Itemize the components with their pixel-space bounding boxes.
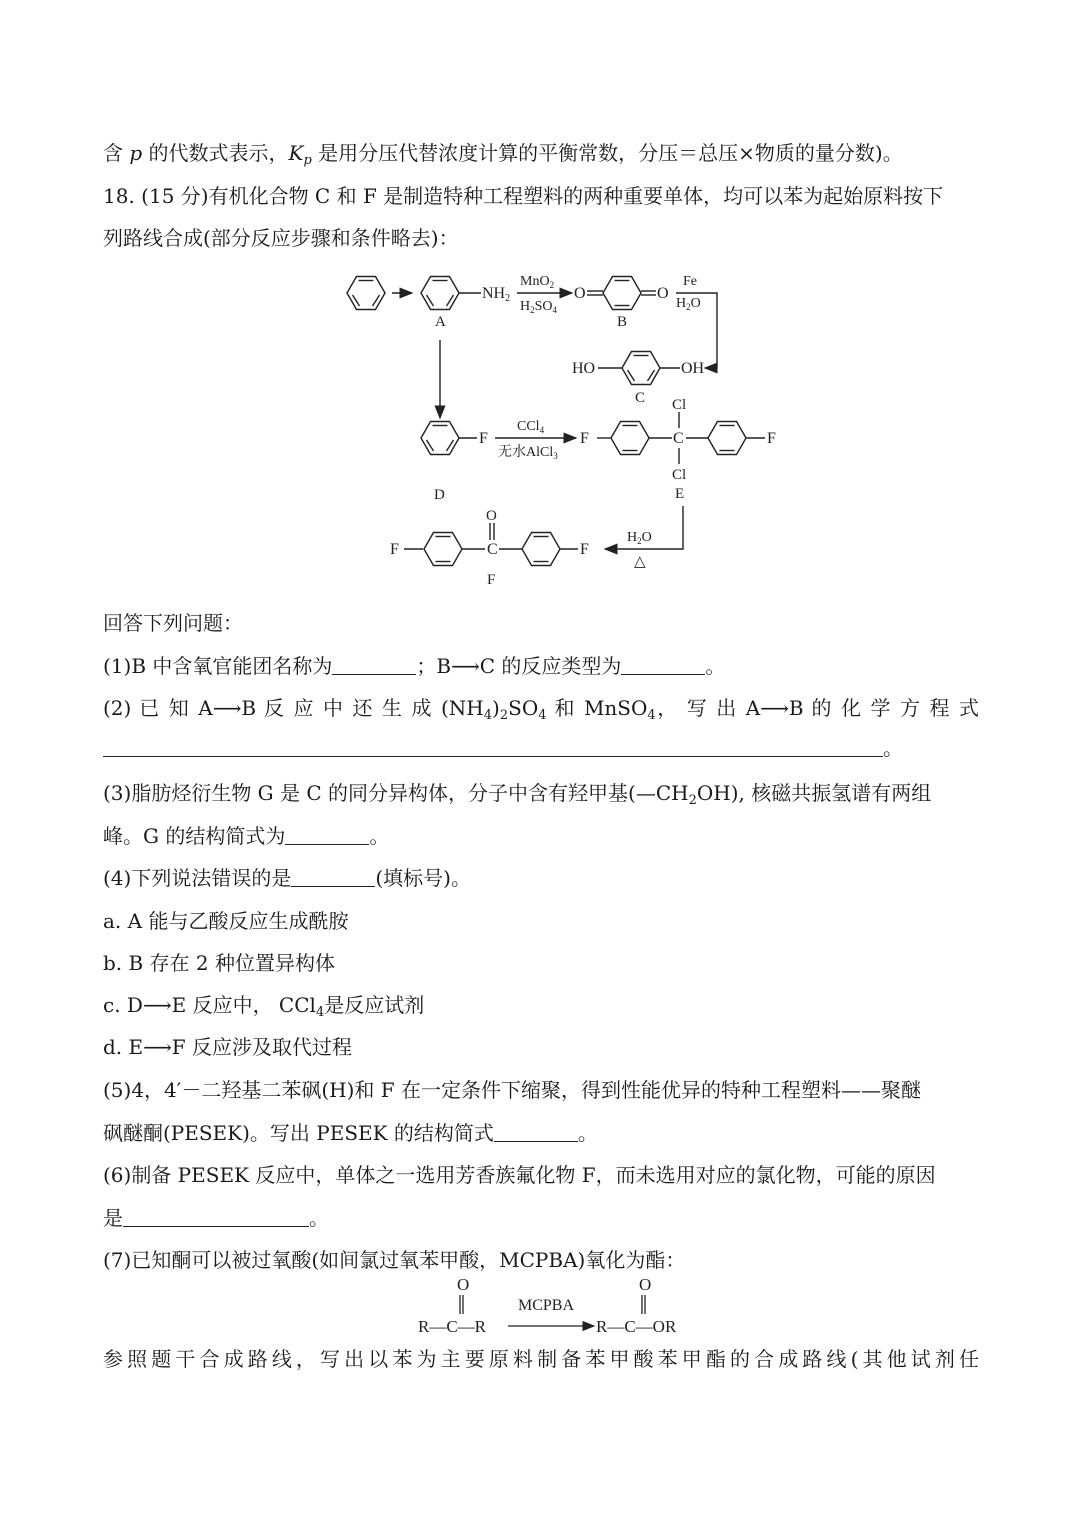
svg-text:F: F: [767, 430, 776, 447]
svg-text:O: O: [574, 285, 586, 302]
answer-blank-2[interactable]: [103, 738, 883, 757]
hydroquinone-ring: [622, 352, 660, 385]
synthesis-scheme: [0, 0, 1080, 600]
svg-text:C: C: [487, 541, 498, 558]
quinone-ring: [603, 277, 641, 310]
question-3-line1: (3)脂肪烃衍生物 G 是 C 的同分异构体，分子中含有羟甲基$(—CH_2OH)$, 核磁共振氢谱有两组: [103, 781, 932, 808]
question-18-line1: 18. (15 分)有机化合物 C 和 F 是制造特种工程塑料的两种重要单体，均可以苯为起始原料按下: [103, 184, 944, 208]
svg-text:MnO2: MnO$_2$: [520, 274, 555, 290]
svg-text:O: O: [486, 508, 497, 524]
question-5-line1: (5)4，4′－二羟基二苯砜(H)和 F 在一定条件下缩聚，得到性能优异的特种工程塑料——聚醚: [103, 1078, 921, 1102]
question-2-answer: 。: [103, 734, 903, 762]
svg-text:H2SO4: $H_2SO_4$: [520, 299, 558, 315]
svg-text:B: B: [617, 314, 628, 330]
answer-blank-5[interactable]: [494, 1123, 578, 1142]
svg-text:F: F: [580, 541, 589, 558]
intro-line: 含 p 的代数式表示，$K_p$ 是用分压代替浓度计算的平衡常数，分压＝总压×物质的量分数)。: [103, 141, 903, 168]
svg-text:A: A: [435, 314, 446, 330]
svg-text:H2O: $H_2O$: [627, 530, 652, 546]
answer-blank-4[interactable]: [291, 868, 375, 887]
svg-text:F: F: [580, 430, 589, 447]
svg-text:无水AlCl3: 无水AlCl$_3$: [498, 444, 558, 461]
svg-text:OH: OH: [681, 360, 705, 377]
option-c: c. D⟶E 反应中， CCl$_4$是反应试剂: [103, 993, 425, 1020]
option-a: a. A 能与乙酸反应生成酰胺: [103, 909, 349, 933]
question-2: (2) 已 知 A⟶B 反 应 中 还 生 成 $(NH_4)_2SO_4$ 和 MnSO$_4$， 写 出 A⟶B 的 化 学 方 程 式: [103, 696, 980, 723]
svg-text:HO: HO: [572, 360, 596, 377]
question-1: (1)B 中含氧官能团名称为 ；B⟶C 的反应类型为 。: [103, 654, 726, 678]
svg-text:O: O: [457, 1275, 470, 1294]
option-b: b. B 存在 2 种位置异构体: [103, 951, 336, 975]
variable-K: K: [288, 141, 304, 165]
fluorobenzene-ring: [421, 422, 459, 455]
svg-text:O: O: [657, 285, 669, 302]
svg-text:R—C—R: R—C—R: [418, 1317, 487, 1336]
svg-text:Cl: Cl: [672, 397, 687, 413]
option-d: d. E⟶F 反应涉及取代过程: [103, 1035, 353, 1059]
question-7-line2: 参照题干合成路线，写出以苯为主要原料制备苯甲酸苯甲酯的合成路线(其他试剂任: [103, 1347, 979, 1371]
svg-text:F: F: [390, 541, 399, 558]
question-6-line2: 是 。: [103, 1206, 329, 1230]
svg-text:Fe: Fe: [683, 274, 697, 289]
svg-text:R—C—OR: R—C—OR: [596, 1317, 677, 1336]
benzene-ring: [347, 277, 385, 310]
svg-text:△: △: [634, 554, 646, 570]
svg-text:F: F: [479, 430, 488, 447]
answer-blank-1b[interactable]: [621, 656, 705, 675]
question-5-line2: 砜醚酮(PESEK)。写出 PESEK 的结构简式 。: [103, 1121, 598, 1145]
answer-blank-3[interactable]: [285, 826, 369, 845]
svg-text:D: D: [434, 487, 445, 503]
question-18-line2: 列路线合成(部分反应步骤和条件略去)：: [103, 226, 459, 250]
answer-intro: 回答下列问题：: [103, 611, 243, 635]
svg-text:Cl: Cl: [672, 467, 687, 483]
svg-text:CCl4: CCl$_4$: [517, 419, 545, 435]
svg-text:C: C: [635, 390, 646, 406]
svg-text:F: F: [487, 572, 496, 588]
svg-text:O: O: [639, 1275, 652, 1294]
svg-text:E: E: [675, 486, 685, 502]
question-3-line2: 峰。G 的结构简式为 。: [103, 824, 390, 848]
question-4: (4)下列说法错误的是 (填标号)。: [103, 866, 471, 890]
question-7-line1: (7)已知酮可以被过氧酸(如间氯过氧苯甲酸，MCPBA)氧化为酯：: [103, 1248, 686, 1272]
aniline-ring: [421, 277, 459, 310]
svg-text:C: C: [673, 430, 684, 447]
variable-p: p: [129, 141, 143, 165]
svg-text:H2O: $H_2O$: [676, 296, 701, 312]
answer-blank-1a[interactable]: [332, 656, 416, 675]
answer-blank-6[interactable]: [123, 1208, 309, 1227]
question-6-line1: (6)制备 PESEK 反应中，单体之一选用芳香族氟化物 F，而未选用对应的氯化物，可能的原因: [103, 1163, 936, 1187]
svg-text:MCPBA: MCPBA: [518, 1297, 575, 1314]
mcpba-reaction: [400, 1270, 720, 1340]
svg-text:NH2: NH2: [482, 285, 511, 304]
